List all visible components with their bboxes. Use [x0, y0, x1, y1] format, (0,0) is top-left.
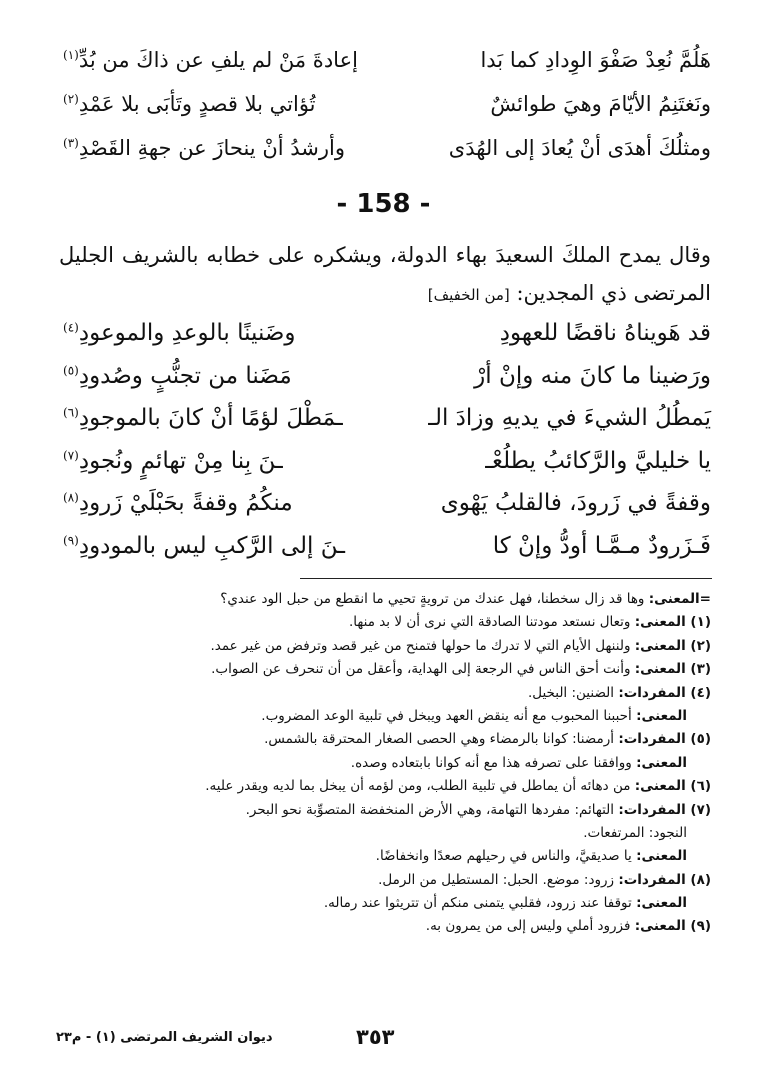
- footnote: [51, 611, 711, 634]
- footnote-marker: (٩): [63, 532, 79, 547]
- verse-line: [63, 312, 711, 355]
- footnote-text: وها قد زال سخطنا، فهل عندك من ترويةٍ تحيي ما انقطع من حبل الود عندي؟: [220, 591, 645, 607]
- first-hemistich: هَلُمَّ نُعِدْ صَفْوَ الوِدادِ كما بَدا: [480, 48, 711, 72]
- footnotes: [51, 588, 711, 939]
- first-hemistich: وقفةً في زَرودَ، فالقلبُ يَهْوى: [440, 490, 711, 516]
- footnote: [51, 682, 711, 705]
- poem-verses: [63, 312, 711, 567]
- verse-line: [63, 82, 711, 126]
- second-hemistich: وأرشدُ أنْ ينحازَ عن جهةِ القَصْدِ$^{(٣)}$: [63, 136, 345, 160]
- meter-label: [من الخفيف]: [427, 286, 510, 304]
- footnote-text: توقفا عند زرود، فقلبي يتمنى منكم أن تتريثوا عند رماله.: [323, 895, 632, 912]
- footnote-text: ووافقنا على تصرفه هذا مع أنه كوانا بابتعاده وصده.: [350, 754, 632, 771]
- footnote-marker: (١): [63, 48, 79, 62]
- footnote-label: (٤) المفردات:: [618, 684, 711, 701]
- footnote-label: (٦) المعنى:: [634, 778, 711, 795]
- footnote-text: زرود: موضع. الحبل: المستطيل من الرمل.: [378, 871, 615, 888]
- footnote-marker: (٣): [63, 136, 79, 150]
- footnote: [51, 915, 711, 938]
- footnote-text: الضنين: البخيل.: [527, 684, 615, 701]
- footnote: [51, 869, 711, 892]
- first-hemistich: يَمطُلُ الشيءَ في يديهِ وزادَ الـ: [428, 405, 711, 431]
- footnote: [51, 752, 711, 775]
- verse-line: [63, 126, 711, 170]
- footnote: [51, 775, 711, 798]
- footnote-label: =المعنى:: [648, 591, 711, 607]
- footnote-marker: (٢): [63, 92, 79, 106]
- first-hemistich: ومثلُكَ أهدَى أنْ يُعادَ إلى الهُدَى: [448, 136, 711, 160]
- footnote-label: المعنى:: [636, 848, 687, 865]
- footnote: [51, 635, 711, 658]
- first-hemistich: ورَضينا ما كانَ منه وإنْ أرْ: [474, 362, 711, 389]
- second-hemistich: مَضَنا من تجنُّبٍ وصُدودِ$^{(٥)}$: [63, 362, 292, 389]
- first-hemistich: ونَغتَنِمُ الأيّامَ وهيَ طوائشٌ: [490, 92, 711, 116]
- second-hemistich: إعادةَ مَنْ لم يلفِ عن ذاكَ من بُدِّ$^{(١)}$: [63, 48, 358, 72]
- footnote: [51, 822, 711, 845]
- footnote-marker: (٧): [63, 447, 79, 462]
- footnote-text: من دهائه أن يماطل في تلبية الطلب، ومن لؤمه أن يبخل بما لديه ويقدر عليه.: [205, 778, 631, 795]
- second-hemistich: ـنَ إلى الرَّكبِ ليس بالمودودِ$^{(٩)}$: [63, 532, 345, 559]
- verse-line: [63, 525, 711, 568]
- second-hemistich: تُؤاتي بلا قصدٍ وتَأبَى بلا عَمْدِ$^{(٢)}$: [63, 92, 316, 116]
- footnote-marker: (٨): [63, 490, 79, 505]
- first-hemistich: قد هَويناهُ ناقضًا للعهودِ: [499, 320, 711, 346]
- second-hemistich: وضَنينًا بالوعدِ والموعودِ$^{(٤)}$: [63, 320, 296, 346]
- footnote-text: يا صديقيَّ، والناس في رحيلهم صعدًا وانخفاضًا.: [375, 848, 632, 865]
- footnote-text: ولننهل الأيام التي لا تدرك ما حولها فتمنح من غير قصد وترفض من غير عمد.: [210, 637, 631, 654]
- footnote-label: (٧) المفردات:: [618, 801, 711, 818]
- footnote-label: (٣) المعنى:: [634, 661, 711, 678]
- footnote-text: النجود: المرتفعات.: [583, 824, 687, 841]
- footnote: [51, 728, 711, 751]
- footnote-label: (٥) المفردات:: [618, 731, 711, 748]
- page-footer: [56, 1025, 711, 1055]
- footnote-label: (٩) المعنى:: [634, 918, 711, 935]
- footnote: [51, 658, 711, 681]
- verse-line: [63, 355, 711, 398]
- footnote-label: المعنى:: [636, 895, 687, 912]
- first-hemistich: فَـزَرودٌ مـمَّـا أودُّ وإنْ كا: [492, 532, 711, 559]
- footnote-text: وأنت أحق الناس في الرجعة إلى الهداية، وأعقل من أن تنحرف عن الصواب.: [211, 661, 631, 678]
- footnote-label: (٨) المفردات:: [618, 871, 711, 888]
- second-hemistich: ـنَ بِنا مِنْ تهائمٍ ونُجودِ$^{(٧)}$: [63, 447, 283, 474]
- footnote-marker: (٥): [63, 362, 79, 377]
- footnote: [51, 588, 711, 611]
- footnote: [51, 892, 711, 915]
- footnote-separator: [300, 578, 712, 579]
- footnote-label: المعنى:: [636, 754, 687, 771]
- continued-poem: [63, 38, 711, 170]
- intro-text: وقال يمدح الملكَ السعيدَ بهاء الدولة، ويشكره على خطابه بالشريف الجليل المرتضى ذي المجدين:: [59, 243, 711, 305]
- footnote-label: (٢) المعنى:: [634, 637, 711, 654]
- footnote: [51, 799, 711, 822]
- poem-introduction: [59, 236, 711, 314]
- footnote: [51, 705, 711, 728]
- footnote-text: أرمضنا: كوانا بالرمضاء وهي الحصى الصغار المحترقة بالشمس.: [264, 731, 615, 748]
- second-hemistich: ـمَطْلَ لؤمًا أنْ كانَ بالموجودِ$^{(٦)}$: [63, 405, 343, 431]
- footnote-label: (١) المعنى:: [634, 614, 711, 631]
- second-hemistich: منكُمُ وقفةً بحَبْلَيْ زَرودِ$^{(٨)}$: [63, 490, 293, 516]
- page-number: ٣٥٣: [356, 1025, 395, 1049]
- verse-line: [63, 482, 711, 525]
- first-hemistich: يا خليليَّ والرَّكائبُ يطلُعْـ: [485, 447, 711, 474]
- footnote-text: أحببنا المحبوب مع أنه ينقض العهد ويبخل في تلبية الوعد المضروب.: [261, 707, 632, 724]
- verse-line: [63, 38, 711, 82]
- verse-line: [63, 440, 711, 483]
- running-title: ديوان الشريف المرتضى (١) - م٢٣: [56, 1030, 273, 1045]
- footnote-text: وتعال نستعد مودتنا الصادقة التي نرى أن لا بد منها.: [349, 614, 631, 631]
- poem-number: - 158 -: [336, 189, 431, 219]
- footnote-text: فزرود أملي وليس إلى من يمرون به.: [425, 918, 631, 935]
- footnote: [51, 845, 711, 868]
- footnote-marker: (٦): [63, 405, 79, 420]
- footnote-label: المعنى:: [636, 707, 687, 724]
- footnote-marker: (٤): [63, 320, 79, 335]
- verse-line: [63, 397, 711, 440]
- footnote-text: التهائم: مفردها التهامة، وهي الأرض المنخفضة المتصوِّبة نحو البحر.: [245, 801, 615, 818]
